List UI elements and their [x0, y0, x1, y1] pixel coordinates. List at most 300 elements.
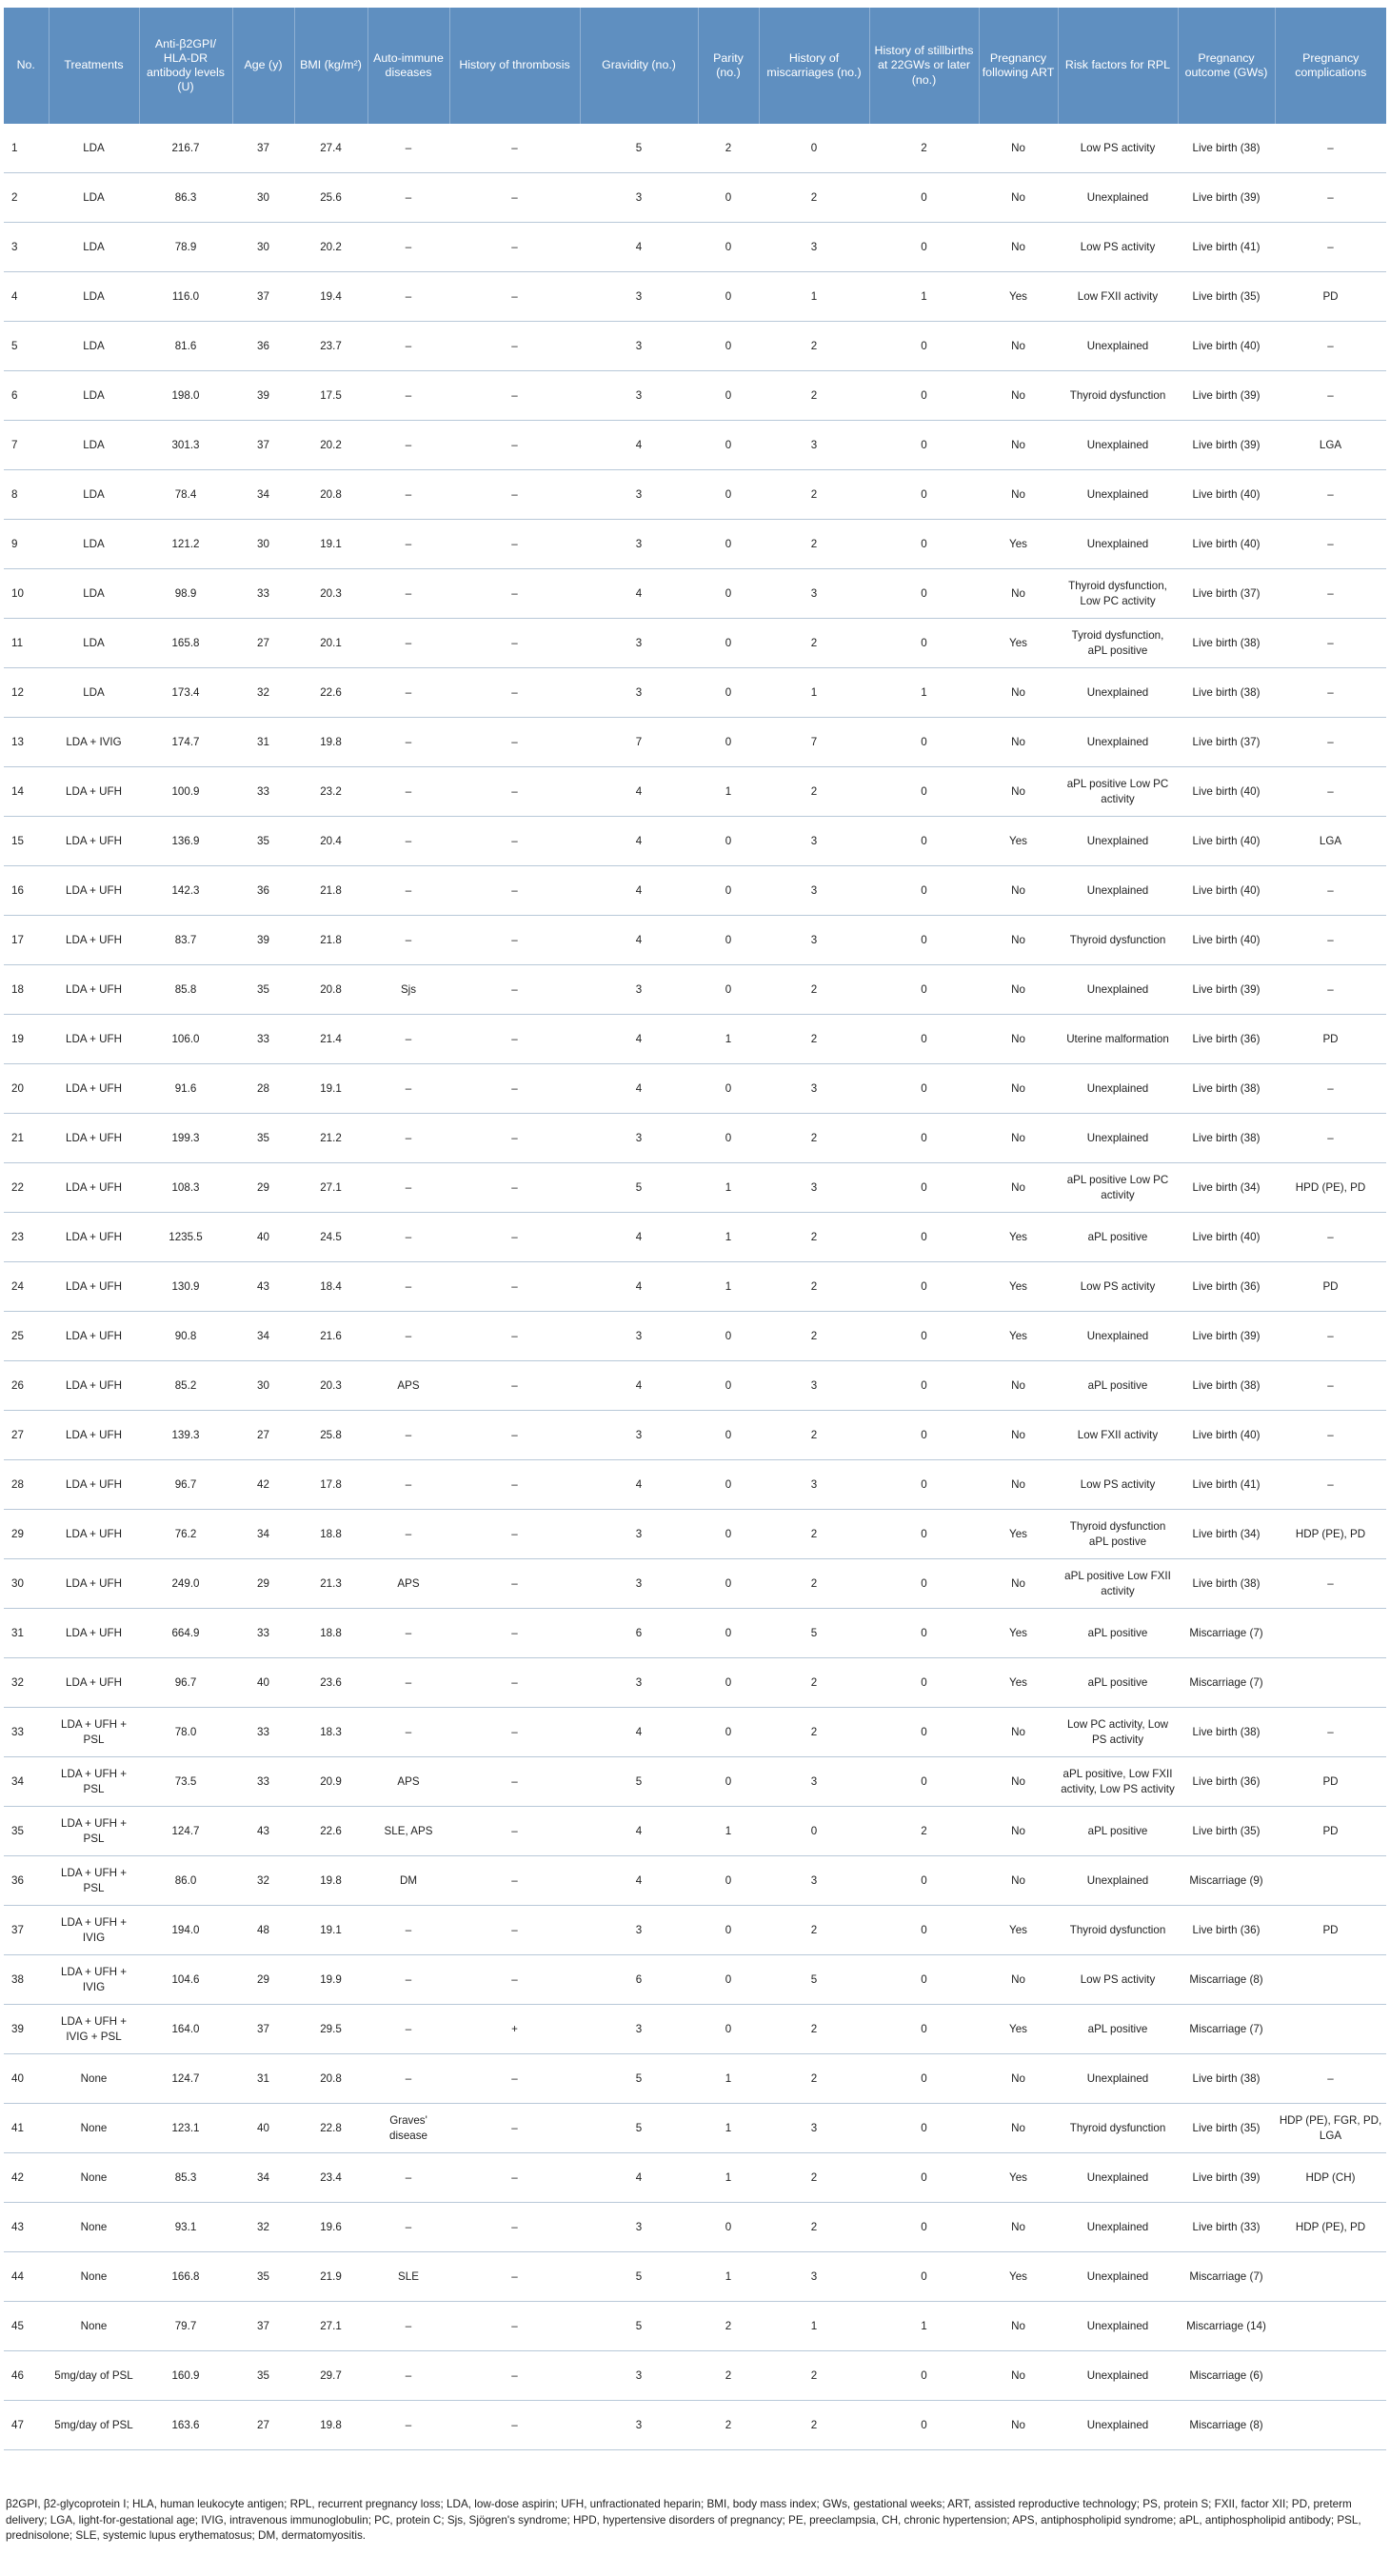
cell-miscarriages: 2: [759, 1411, 869, 1460]
cell-no: 2: [4, 173, 49, 223]
cell-pregnancy-outcome: Live birth (35): [1178, 272, 1275, 322]
cell-no: 44: [4, 2252, 49, 2302]
cell-pregnancy-complications: –: [1275, 470, 1386, 520]
cell-pregnancy-outcome: Miscarriage (7): [1178, 1609, 1275, 1658]
cell-gravidity: 3: [580, 1559, 698, 1609]
cell-gravidity: 5: [580, 1757, 698, 1807]
cell-parity: 2: [698, 2302, 759, 2351]
cell-miscarriages: 7: [759, 718, 869, 767]
cell-thrombosis-history: –: [449, 1510, 580, 1559]
cell-stillbirths: 0: [869, 1114, 979, 1163]
cell-pregnancy-complications: –: [1275, 371, 1386, 421]
table-row: [4, 1213, 1386, 1262]
cell-gravidity: 5: [580, 124, 698, 173]
cell-risk-factors: aPL positive: [1058, 1658, 1178, 1708]
cell-gravidity: 3: [580, 965, 698, 1015]
cell-parity: 0: [698, 817, 759, 866]
cell-gravidity: 3: [580, 2005, 698, 2054]
cell-pregnancy-outcome: Miscarriage (7): [1178, 1658, 1275, 1708]
cell-pregnancy-complications: HDP (CH): [1275, 2153, 1386, 2203]
column-header-pregnancy-complications: Pregnancy complications: [1275, 8, 1386, 124]
cell-stillbirths: 0: [869, 223, 979, 272]
cell-treatments: LDA + UFH: [49, 1559, 139, 1609]
cell-bmi: 23.7: [294, 322, 367, 371]
cell-miscarriages: 3: [759, 916, 869, 965]
cell-risk-factors: Unexplained: [1058, 322, 1178, 371]
cell-thrombosis-history: –: [449, 668, 580, 718]
cell-bmi: 20.2: [294, 421, 367, 470]
cell-parity: 2: [698, 2351, 759, 2401]
cell-bmi: 21.8: [294, 916, 367, 965]
cell-no: 10: [4, 569, 49, 619]
cell-pregnancy-complications: HDP (PE), FGR, PD, LGA: [1275, 2104, 1386, 2153]
cell-treatments: LDA + UFH: [49, 1658, 139, 1708]
cell-treatments: LDA + UFH: [49, 916, 139, 965]
cell-pregnancy-complications: –: [1275, 718, 1386, 767]
cell-risk-factors: Thyroid dysfunction, Low PC activity: [1058, 569, 1178, 619]
cell-gravidity: 3: [580, 668, 698, 718]
table-row: [4, 2351, 1386, 2401]
cell-risk-factors: Unexplained: [1058, 965, 1178, 1015]
cell-gravidity: 4: [580, 1015, 698, 1064]
cell-bmi: 17.5: [294, 371, 367, 421]
cell-bmi: 20.3: [294, 1361, 367, 1411]
cell-parity: 0: [698, 1460, 759, 1510]
cell-no: 25: [4, 1312, 49, 1361]
cell-no: 37: [4, 1906, 49, 1955]
cell-thrombosis-history: –: [449, 2401, 580, 2450]
cell-stillbirths: 0: [869, 718, 979, 767]
cell-age: 27: [232, 619, 294, 668]
cell-pregnancy-complications: –: [1275, 1064, 1386, 1114]
cell-miscarriages: 2: [759, 2153, 869, 2203]
cell-thrombosis-history: –: [449, 371, 580, 421]
column-header-bmi: BMI (kg/m²): [294, 8, 367, 124]
cell-pregnancy-outcome: Live birth (40): [1178, 470, 1275, 520]
cell-antibody-level: 139.3: [139, 1411, 232, 1460]
cell-stillbirths: 0: [869, 866, 979, 916]
table-row: [4, 817, 1386, 866]
cell-antibody-level: 130.9: [139, 1262, 232, 1312]
cell-miscarriages: 2: [759, 173, 869, 223]
cell-autoimmune-diseases: –: [367, 2203, 449, 2252]
cell-miscarriages: 3: [759, 1757, 869, 1807]
cell-risk-factors: Unexplained: [1058, 2351, 1178, 2401]
cell-autoimmune-diseases: –: [367, 767, 449, 817]
cell-pregnancy-outcome: Live birth (38): [1178, 1064, 1275, 1114]
cell-risk-factors: Unexplained: [1058, 2252, 1178, 2302]
cell-gravidity: 3: [580, 1658, 698, 1708]
cell-pregnancy-complications: [1275, 1955, 1386, 2005]
cell-parity: 0: [698, 1757, 759, 1807]
cell-pregnancy-complications: –: [1275, 1361, 1386, 1411]
table-row: [4, 2252, 1386, 2302]
table-row: [4, 2302, 1386, 2351]
cell-no: 17: [4, 916, 49, 965]
cell-gravidity: 4: [580, 223, 698, 272]
cell-bmi: 25.8: [294, 1411, 367, 1460]
cell-parity: 0: [698, 1411, 759, 1460]
cell-parity: 0: [698, 1856, 759, 1906]
cell-age: 39: [232, 916, 294, 965]
cell-age: 43: [232, 1262, 294, 1312]
cell-thrombosis-history: –: [449, 1411, 580, 1460]
cell-art-pregnancy: Yes: [979, 520, 1058, 569]
cell-parity: 0: [698, 2005, 759, 2054]
column-header-parity: Parity (no.): [698, 8, 759, 124]
cell-parity: 2: [698, 2401, 759, 2450]
cell-treatments: LDA + UFH: [49, 866, 139, 916]
cell-stillbirths: 0: [869, 1708, 979, 1757]
cell-miscarriages: 2: [759, 1658, 869, 1708]
cell-gravidity: 4: [580, 569, 698, 619]
cell-risk-factors: aPL positive: [1058, 2005, 1178, 2054]
cell-antibody-level: 78.9: [139, 223, 232, 272]
cell-no: 1: [4, 124, 49, 173]
cell-risk-factors: aPL positive, Low FXII activity, Low PS activity: [1058, 1757, 1178, 1807]
cell-age: 37: [232, 272, 294, 322]
cell-antibody-level: 86.3: [139, 173, 232, 223]
cell-pregnancy-outcome: Live birth (36): [1178, 1757, 1275, 1807]
table-row: [4, 1411, 1386, 1460]
cell-risk-factors: Thyroid dysfunction aPL postive: [1058, 1510, 1178, 1559]
cell-age: 33: [232, 569, 294, 619]
cell-bmi: 27.1: [294, 2302, 367, 2351]
cell-pregnancy-complications: –: [1275, 965, 1386, 1015]
table-row: [4, 2054, 1386, 2104]
cell-parity: 0: [698, 619, 759, 668]
cell-stillbirths: 0: [869, 2351, 979, 2401]
cell-thrombosis-history: –: [449, 817, 580, 866]
cell-thrombosis-history: –: [449, 1114, 580, 1163]
cell-miscarriages: 1: [759, 272, 869, 322]
cell-parity: 0: [698, 223, 759, 272]
cell-pregnancy-complications: –: [1275, 223, 1386, 272]
cell-thrombosis-history: –: [449, 173, 580, 223]
cell-risk-factors: Uterine malformation: [1058, 1015, 1178, 1064]
cell-age: 27: [232, 1411, 294, 1460]
column-header-miscarriages: History of miscarriages (no.): [759, 8, 869, 124]
cell-autoimmune-diseases: –: [367, 2302, 449, 2351]
cell-bmi: 23.2: [294, 767, 367, 817]
cell-pregnancy-complications: LGA: [1275, 421, 1386, 470]
cell-antibody-level: 78.0: [139, 1708, 232, 1757]
cell-stillbirths: 0: [869, 1213, 979, 1262]
cell-antibody-level: 73.5: [139, 1757, 232, 1807]
cell-age: 37: [232, 124, 294, 173]
cell-autoimmune-diseases: –: [367, 223, 449, 272]
cell-bmi: 21.4: [294, 1015, 367, 1064]
cell-miscarriages: 1: [759, 668, 869, 718]
cell-gravidity: 4: [580, 1460, 698, 1510]
cell-pregnancy-complications: HDP (PE), PD: [1275, 2203, 1386, 2252]
cell-autoimmune-diseases: –: [367, 1114, 449, 1163]
cell-miscarriages: 3: [759, 1856, 869, 1906]
cell-no: 21: [4, 1114, 49, 1163]
cell-pregnancy-outcome: Live birth (34): [1178, 1163, 1275, 1213]
cell-pregnancy-outcome: Live birth (36): [1178, 1015, 1275, 1064]
column-header-age: Age (y): [232, 8, 294, 124]
cell-stillbirths: 1: [869, 2302, 979, 2351]
cell-autoimmune-diseases: –: [367, 1262, 449, 1312]
cell-stillbirths: 0: [869, 767, 979, 817]
cell-thrombosis-history: –: [449, 1015, 580, 1064]
cell-pregnancy-outcome: Live birth (38): [1178, 1708, 1275, 1757]
cell-thrombosis-history: –: [449, 1757, 580, 1807]
table-row: [4, 1955, 1386, 2005]
cell-risk-factors: Low PS activity: [1058, 223, 1178, 272]
cell-risk-factors: Thyroid dysfunction: [1058, 916, 1178, 965]
column-header-gravidity: Gravidity (no.): [580, 8, 698, 124]
cell-antibody-level: 198.0: [139, 371, 232, 421]
cell-miscarriages: 3: [759, 1163, 869, 1213]
table-row: [4, 1064, 1386, 1114]
cell-pregnancy-outcome: Live birth (38): [1178, 1114, 1275, 1163]
cell-pregnancy-outcome: Live birth (40): [1178, 916, 1275, 965]
cell-parity: 0: [698, 322, 759, 371]
cell-autoimmune-diseases: –: [367, 124, 449, 173]
cell-parity: 0: [698, 1559, 759, 1609]
cell-autoimmune-diseases: –: [367, 1906, 449, 1955]
cell-autoimmune-diseases: –: [367, 817, 449, 866]
cell-miscarriages: 2: [759, 2203, 869, 2252]
cell-age: 35: [232, 2351, 294, 2401]
cell-autoimmune-diseases: –: [367, 916, 449, 965]
cell-risk-factors: Low PC activity, Low PS activity: [1058, 1708, 1178, 1757]
cell-risk-factors: Unexplained: [1058, 866, 1178, 916]
cell-autoimmune-diseases: APS: [367, 1757, 449, 1807]
data-table: [4, 8, 1386, 2450]
cell-treatments: LDA + UFH + PSL: [49, 1708, 139, 1757]
cell-bmi: 29.7: [294, 2351, 367, 2401]
cell-parity: 1: [698, 767, 759, 817]
cell-stillbirths: 0: [869, 1411, 979, 1460]
cell-art-pregnancy: Yes: [979, 817, 1058, 866]
cell-stillbirths: 0: [869, 965, 979, 1015]
cell-pregnancy-complications: –: [1275, 767, 1386, 817]
cell-pregnancy-complications: PD: [1275, 1906, 1386, 1955]
cell-miscarriages: 2: [759, 520, 869, 569]
cell-no: 30: [4, 1559, 49, 1609]
cell-stillbirths: 0: [869, 1262, 979, 1312]
cell-thrombosis-history: –: [449, 619, 580, 668]
cell-autoimmune-diseases: Graves' disease: [367, 2104, 449, 2153]
cell-age: 30: [232, 1361, 294, 1411]
table-row: [4, 1807, 1386, 1856]
column-header-stillbirths: History of stillbirths at 22GWs or later (no.): [869, 8, 979, 124]
cell-parity: 1: [698, 2054, 759, 2104]
cell-pregnancy-complications: –: [1275, 1559, 1386, 1609]
cell-thrombosis-history: –: [449, 1807, 580, 1856]
cell-no: 18: [4, 965, 49, 1015]
cell-bmi: 22.6: [294, 668, 367, 718]
cell-gravidity: 4: [580, 916, 698, 965]
cell-treatments: LDA + UFH: [49, 1114, 139, 1163]
cell-no: 8: [4, 470, 49, 520]
cell-bmi: 19.4: [294, 272, 367, 322]
cell-stillbirths: 1: [869, 668, 979, 718]
cell-miscarriages: 2: [759, 1708, 869, 1757]
cell-art-pregnancy: Yes: [979, 2252, 1058, 2302]
cell-gravidity: 5: [580, 2054, 698, 2104]
cell-miscarriages: 2: [759, 2005, 869, 2054]
cell-stillbirths: 0: [869, 1015, 979, 1064]
cell-miscarriages: 3: [759, 1361, 869, 1411]
cell-age: 30: [232, 173, 294, 223]
cell-antibody-level: 142.3: [139, 866, 232, 916]
cell-no: 24: [4, 1262, 49, 1312]
cell-bmi: 19.8: [294, 1856, 367, 1906]
cell-parity: 0: [698, 668, 759, 718]
cell-antibody-level: 664.9: [139, 1609, 232, 1658]
cell-age: 30: [232, 520, 294, 569]
cell-risk-factors: Low PS activity: [1058, 1955, 1178, 2005]
column-header-pregnancy-outcome: Pregnancy outcome (GWs): [1178, 8, 1275, 124]
cell-thrombosis-history: –: [449, 223, 580, 272]
cell-no: 36: [4, 1856, 49, 1906]
cell-pregnancy-complications: HPD (PE), PD: [1275, 1163, 1386, 1213]
cell-art-pregnancy: No: [979, 2054, 1058, 2104]
cell-treatments: LDA + UFH + PSL: [49, 1856, 139, 1906]
cell-treatments: LDA + UFH + IVIG: [49, 1955, 139, 2005]
cell-parity: 0: [698, 470, 759, 520]
cell-antibody-level: 199.3: [139, 1114, 232, 1163]
cell-no: 39: [4, 2005, 49, 2054]
cell-age: 32: [232, 2203, 294, 2252]
cell-treatments: LDA + UFH: [49, 965, 139, 1015]
cell-gravidity: 4: [580, 1361, 698, 1411]
cell-bmi: 19.8: [294, 718, 367, 767]
cell-autoimmune-diseases: –: [367, 1064, 449, 1114]
cell-parity: 0: [698, 1312, 759, 1361]
cell-age: 40: [232, 1658, 294, 1708]
cell-age: 34: [232, 470, 294, 520]
cell-miscarriages: 3: [759, 223, 869, 272]
cell-risk-factors: Thyroid dysfunction: [1058, 2104, 1178, 2153]
cell-no: 29: [4, 1510, 49, 1559]
cell-antibody-level: 78.4: [139, 470, 232, 520]
cell-age: 34: [232, 1510, 294, 1559]
cell-autoimmune-diseases: –: [367, 1411, 449, 1460]
cell-stillbirths: 0: [869, 470, 979, 520]
cell-miscarriages: 3: [759, 817, 869, 866]
cell-no: 42: [4, 2153, 49, 2203]
cell-gravidity: 5: [580, 1163, 698, 1213]
cell-autoimmune-diseases: –: [367, 619, 449, 668]
cell-antibody-level: 91.6: [139, 1064, 232, 1114]
cell-gravidity: 3: [580, 619, 698, 668]
cell-autoimmune-diseases: –: [367, 1460, 449, 1510]
cell-no: 16: [4, 866, 49, 916]
cell-art-pregnancy: Yes: [979, 2153, 1058, 2203]
cell-art-pregnancy: No: [979, 569, 1058, 619]
cell-pregnancy-outcome: Live birth (38): [1178, 2054, 1275, 2104]
cell-gravidity: 5: [580, 2302, 698, 2351]
cell-parity: 1: [698, 1213, 759, 1262]
cell-autoimmune-diseases: –: [367, 1955, 449, 2005]
cell-autoimmune-diseases: –: [367, 1213, 449, 1262]
table-row: [4, 421, 1386, 470]
cell-gravidity: 5: [580, 2252, 698, 2302]
cell-bmi: 18.4: [294, 1262, 367, 1312]
cell-risk-factors: Unexplained: [1058, 2401, 1178, 2450]
cell-parity: 0: [698, 1708, 759, 1757]
cell-antibody-level: 123.1: [139, 2104, 232, 2153]
cell-stillbirths: 0: [869, 916, 979, 965]
cell-no: 12: [4, 668, 49, 718]
cell-gravidity: 3: [580, 322, 698, 371]
cell-stillbirths: 0: [869, 1559, 979, 1609]
cell-antibody-level: 163.6: [139, 2401, 232, 2450]
cell-pregnancy-outcome: Miscarriage (7): [1178, 2252, 1275, 2302]
cell-pregnancy-complications: –: [1275, 520, 1386, 569]
cell-gravidity: 3: [580, 1312, 698, 1361]
cell-treatments: LDA + UFH + IVIG + PSL: [49, 2005, 139, 2054]
cell-art-pregnancy: Yes: [979, 1213, 1058, 1262]
cell-antibody-level: 81.6: [139, 322, 232, 371]
cell-miscarriages: 3: [759, 1064, 869, 1114]
cell-art-pregnancy: No: [979, 470, 1058, 520]
cell-antibody-level: 85.8: [139, 965, 232, 1015]
cell-thrombosis-history: –: [449, 1955, 580, 2005]
cell-art-pregnancy: No: [979, 767, 1058, 817]
cell-age: 35: [232, 1114, 294, 1163]
cell-art-pregnancy: Yes: [979, 1262, 1058, 1312]
cell-risk-factors: aPL positive: [1058, 1807, 1178, 1856]
cell-no: 45: [4, 2302, 49, 2351]
cell-bmi: 25.6: [294, 173, 367, 223]
table-row: [4, 2401, 1386, 2450]
table-footnote: β2GPI, β2-glycoprotein I; HLA, human leukocyte antigen; RPL, recurrent pregnancy loss; LDA, low-dose aspirin; UFH, unfractionated heparin; BMI, body mass index; GWs, gestational weeks; ART, assisted reproductive technology; PS, protein S; FXII, factor XII; PD, preterm delivery; LGA, light-for-gestational age; IVIG, intravenous immunoglobulin; PC, protein C; Sjs, Sjögren's syndrome; HPD, hypertensive disorders of pregnancy; PE, preeclampsia, CH, chronic hypertension; APS, antiphospholipid syndrome; aPL, antiphospholipid antibody; PSL, prednisolone; SLE, systemic lupus erythematosus; DM, dermatomyositis.: [6, 2498, 1361, 2543]
cell-gravidity: 4: [580, 866, 698, 916]
cell-thrombosis-history: –: [449, 1559, 580, 1609]
table-row: [4, 1708, 1386, 1757]
cell-treatments: LDA + UFH: [49, 1312, 139, 1361]
cell-thrombosis-history: –: [449, 1906, 580, 1955]
cell-miscarriages: 3: [759, 2104, 869, 2153]
cell-stillbirths: 0: [869, 2401, 979, 2450]
table-row: [4, 2104, 1386, 2153]
cell-antibody-level: 165.8: [139, 619, 232, 668]
cell-thrombosis-history: –: [449, 2252, 580, 2302]
cell-autoimmune-diseases: –: [367, 2054, 449, 2104]
cell-no: 19: [4, 1015, 49, 1064]
cell-autoimmune-diseases: –: [367, 371, 449, 421]
cell-gravidity: 3: [580, 470, 698, 520]
cell-stillbirths: 0: [869, 1955, 979, 2005]
cell-gravidity: 5: [580, 2104, 698, 2153]
cell-antibody-level: 124.7: [139, 1807, 232, 1856]
table-row: [4, 124, 1386, 173]
cell-autoimmune-diseases: APS: [367, 1361, 449, 1411]
cell-antibody-level: 85.2: [139, 1361, 232, 1411]
cell-thrombosis-history: –: [449, 1708, 580, 1757]
cell-antibody-level: 100.9: [139, 767, 232, 817]
cell-antibody-level: 194.0: [139, 1906, 232, 1955]
cell-gravidity: 3: [580, 2401, 698, 2450]
cell-pregnancy-outcome: Miscarriage (6): [1178, 2351, 1275, 2401]
cell-miscarriages: 1: [759, 2302, 869, 2351]
column-header-no: No.: [4, 8, 49, 124]
cell-risk-factors: Unexplained: [1058, 1312, 1178, 1361]
cell-stillbirths: 2: [869, 1807, 979, 1856]
cell-art-pregnancy: Yes: [979, 2005, 1058, 2054]
table-row: [4, 2005, 1386, 2054]
cell-risk-factors: Unexplained: [1058, 470, 1178, 520]
cell-no: 14: [4, 767, 49, 817]
cell-thrombosis-history: –: [449, 2054, 580, 2104]
table-row: [4, 272, 1386, 322]
